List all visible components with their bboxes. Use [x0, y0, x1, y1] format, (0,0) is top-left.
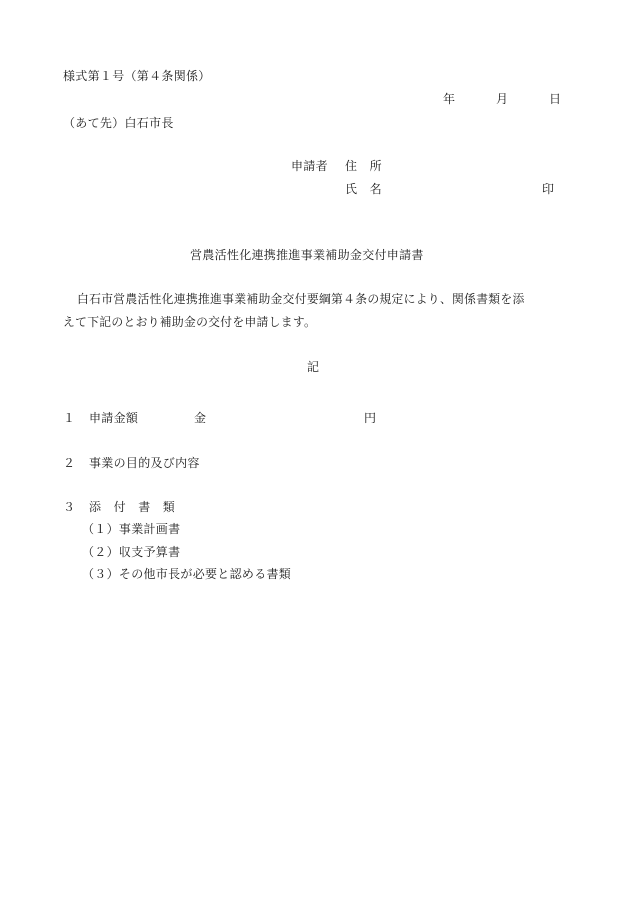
form-number: 様式第１号（第４条関係） [63, 69, 211, 83]
name-label: 氏 名 [345, 182, 382, 196]
date-year: 年 [443, 92, 456, 106]
item-1-label: 申請金額 [89, 411, 139, 425]
item-2-label: 事業の目的及び内容 [89, 456, 200, 470]
attachment-3: （３）その他市長が必要と認める書類 [82, 567, 292, 581]
date-month: 月 [496, 92, 509, 106]
item-3-label: 添 付 書 類 [89, 500, 176, 514]
ki-heading: 記 [307, 360, 320, 374]
item-1-kin: 金 [194, 411, 207, 425]
item-1-yen: 円 [364, 411, 377, 425]
body-line-1: 白石市営農活性化連携推進事業補助金交付要綱第４条の規定により、関係書類を添 [77, 292, 525, 306]
addressee: （あて先）白石市長 [63, 116, 174, 130]
item-1-number: １ [63, 411, 76, 425]
body-line-2: えて下記のとおり補助金の交付を申請します。 [63, 315, 317, 329]
seal-mark: 印 [542, 182, 555, 196]
attachment-2: （２）収支予算書 [82, 545, 181, 559]
date-day: 日 [549, 92, 562, 106]
address-label: 住 所 [345, 159, 382, 173]
applicant-label: 申請者 [291, 159, 328, 173]
item-3-number: ３ [63, 500, 76, 514]
attachment-1: （１）事業計画書 [82, 522, 181, 536]
item-2-number: ２ [63, 456, 76, 470]
document-title: 営農活性化連携推進事業補助金交付申請書 [190, 248, 424, 262]
